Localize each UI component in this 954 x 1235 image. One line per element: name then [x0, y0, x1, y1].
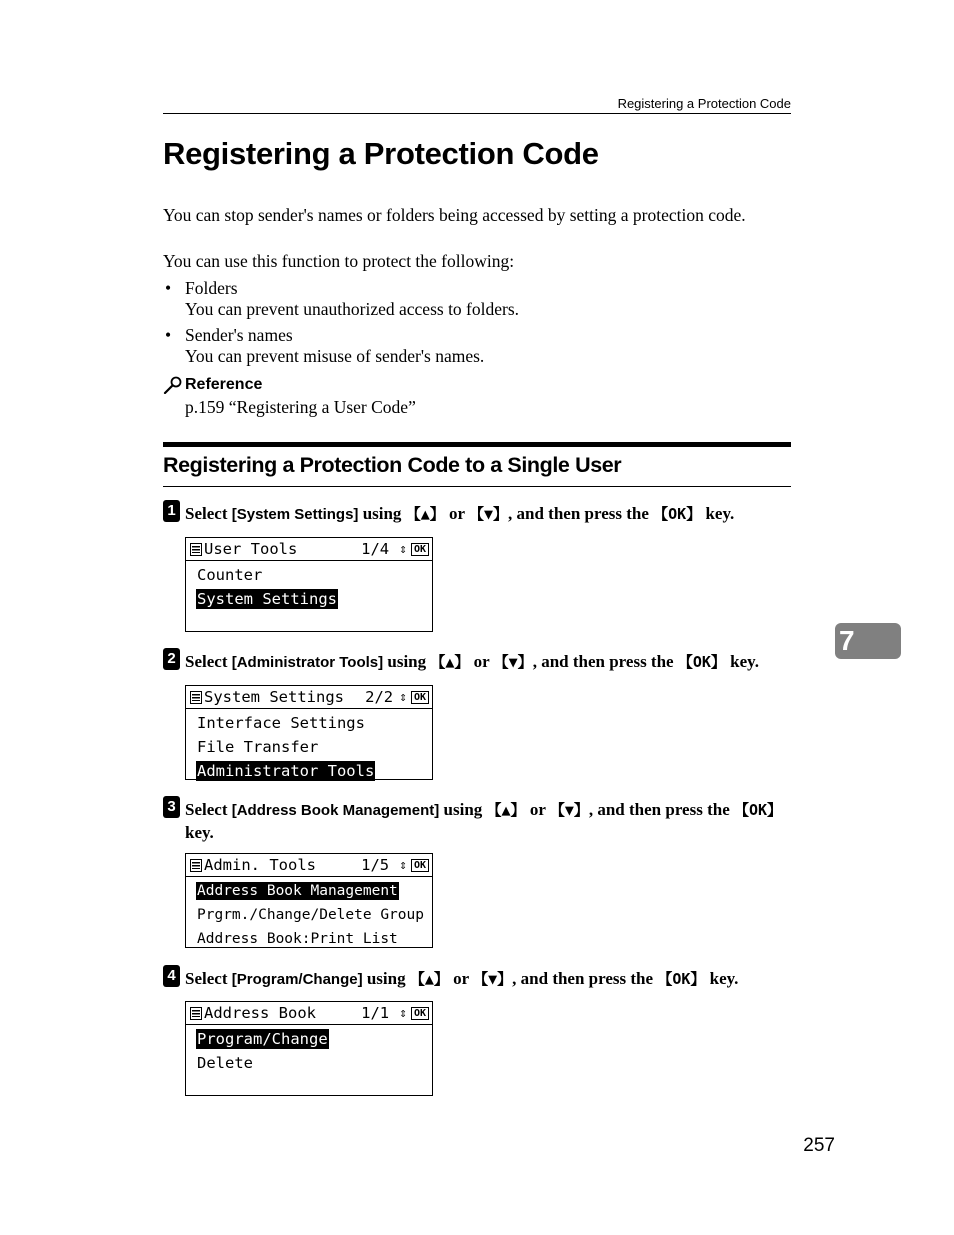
list-item [163, 278, 519, 320]
lcd-menu-item: File Transfer [197, 738, 319, 756]
step-instruction: Select [Program/Change] using 【▲】 or 【▼】, and then press the 【OK】 key. [185, 969, 739, 988]
lcd-screen [185, 537, 433, 632]
menu-icon [190, 691, 202, 704]
up-down-arrow-icon: ⇕ [399, 541, 407, 557]
ok-badge-icon: OK [411, 691, 429, 704]
step-instruction: Select [System Settings] using 【▲】 or 【▼】, and then press the 【OK】 key. [185, 504, 735, 523]
step-1 [163, 500, 793, 526]
ok-key: 【OK】 [734, 801, 783, 819]
intro-paragraph-1: You can stop sender's names or folders being accessed by setting a protection code. [163, 205, 746, 225]
down-key: 【▼】 [468, 505, 508, 523]
ok-key: 【OK】 [657, 970, 706, 988]
step-instruction: Select [Administrator Tools] using 【▲】 or 【▼】, and then press the 【OK】 key. [185, 652, 759, 671]
up-key: 【▲】 [430, 653, 470, 671]
lcd-page-indicator: 1/5 [361, 856, 390, 874]
lcd-page-indicator: 2/2 [365, 688, 394, 706]
lcd-page-indicator: 1/1 [361, 1004, 390, 1022]
lcd-header [186, 686, 432, 709]
lcd-header [186, 854, 432, 877]
lcd-title: User Tools [204, 540, 298, 558]
chapter-tab: 7 [835, 623, 901, 659]
step-number-badge: 2 [163, 648, 180, 670]
bullet-icon: • [165, 278, 172, 298]
down-key: 【▼】 [493, 653, 533, 671]
lcd-menu-item: Interface Settings [197, 714, 365, 732]
ok-badge-icon: OK [411, 859, 429, 872]
section-rule [163, 442, 791, 447]
menu-icon [190, 859, 202, 872]
lcd-menu-item: Prgrm./Change/Delete Group [197, 907, 424, 923]
step-number-badge: 1 [163, 500, 180, 522]
section-title: Registering a Protection Code to a Single User [163, 453, 791, 487]
lcd-menu-item-selected: Program/Change [197, 1030, 328, 1048]
reference-heading-label: Reference [185, 376, 263, 393]
ui-label: [Program/Change] [231, 971, 363, 988]
ok-badge-icon: OK [411, 543, 429, 556]
step-3 [163, 796, 793, 844]
reference-block [163, 376, 416, 418]
reference-link[interactable]: p.159 “Registering a User Code” [185, 397, 416, 417]
lcd-menu [186, 877, 432, 951]
lcd-page-indicator: 1/4 [361, 540, 390, 558]
ok-key: 【OK】 [677, 653, 726, 671]
lcd-menu [186, 709, 432, 783]
lcd-header [186, 1002, 432, 1025]
down-key: 【▼】 [549, 801, 589, 819]
protection-targets-list [163, 278, 519, 372]
lcd-menu [186, 1025, 432, 1075]
lcd-menu-item-selected: Administrator Tools [197, 762, 375, 780]
magnifier-icon [163, 376, 183, 394]
ui-label: [System Settings] [231, 506, 359, 523]
lcd-menu-item: Counter [197, 566, 263, 584]
ok-badge-icon: OK [411, 1007, 429, 1020]
lcd-menu-item-selected: Address Book Management [197, 883, 398, 899]
intro-paragraph-2: You can use this function to protect the following: [163, 251, 515, 271]
lcd-menu-item: Address Book:Print List [197, 931, 398, 947]
lcd-title: Address Book [204, 1004, 316, 1022]
step-number-badge: 3 [163, 796, 180, 818]
step-2 [163, 648, 793, 674]
bullet-label: Sender's names [185, 325, 293, 345]
menu-icon [190, 543, 202, 556]
down-key: 【▼】 [473, 970, 513, 988]
up-down-arrow-icon: ⇕ [399, 689, 407, 705]
up-key: 【▲】 [405, 505, 445, 523]
step-4 [163, 965, 793, 991]
lcd-menu-item: Delete [197, 1054, 253, 1072]
lcd-header [186, 538, 432, 561]
up-down-arrow-icon: ⇕ [399, 857, 407, 873]
step-instruction: Select [Address Book Management] using 【▲】 or 【▼】, and then press the 【OK】 key. [185, 800, 783, 842]
up-key: 【▲】 [409, 970, 449, 988]
lcd-title: Admin. Tools [204, 856, 316, 874]
lcd-screen [185, 685, 433, 780]
page-title: Registering a Protection Code [163, 136, 599, 171]
menu-icon [190, 1007, 202, 1020]
up-down-arrow-icon: ⇕ [399, 1005, 407, 1021]
bullet-label: Folders [185, 278, 238, 298]
lcd-menu-item-selected: System Settings [197, 590, 337, 608]
bullet-description: You can prevent misuse of sender's names. [185, 346, 485, 366]
lcd-screen [185, 1001, 433, 1096]
lcd-title: System Settings [204, 688, 344, 706]
up-key: 【▲】 [486, 801, 526, 819]
lcd-menu [186, 561, 432, 611]
reference-heading [163, 376, 416, 394]
bullet-description: You can prevent unauthorized access to folders. [185, 299, 520, 319]
ui-label: [Administrator Tools] [231, 654, 384, 671]
bullet-icon: • [165, 325, 172, 345]
running-header: Registering a Protection Code [163, 96, 791, 114]
page-number: 257 [803, 1135, 835, 1156]
lcd-screen [185, 853, 433, 948]
step-number-badge: 4 [163, 965, 180, 987]
list-item [163, 325, 519, 367]
ui-label: [Address Book Management] [231, 802, 440, 819]
ok-key: 【OK】 [653, 505, 702, 523]
